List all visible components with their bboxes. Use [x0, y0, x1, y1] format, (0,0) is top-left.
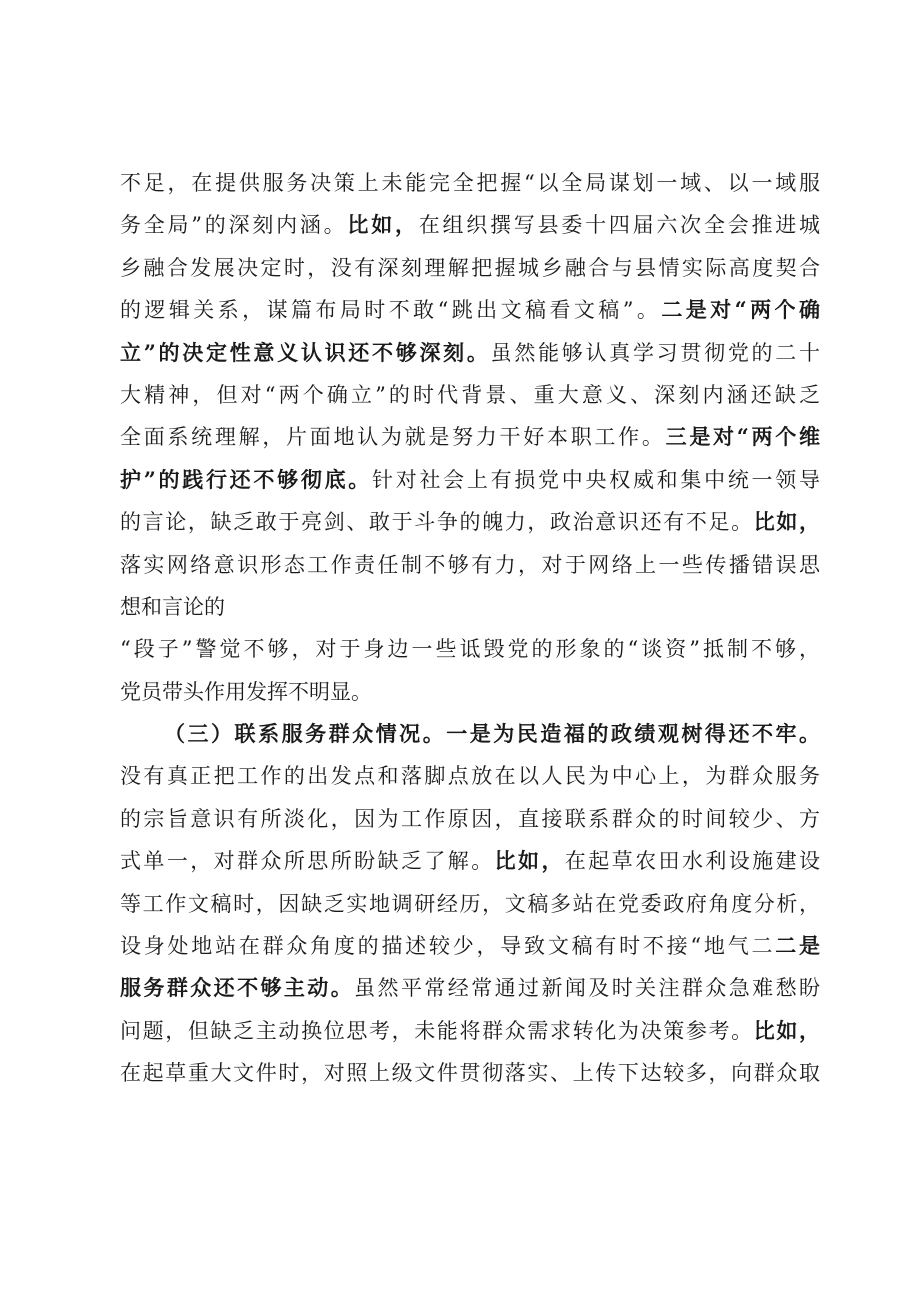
text-line [120, 544, 820, 586]
text-line [120, 586, 820, 628]
text-line [120, 883, 820, 925]
text-line [120, 628, 820, 670]
text-segment: 党员带头作用发挥不明显。 [120, 679, 372, 704]
text-line [120, 289, 820, 331]
document-body-text [120, 162, 820, 1095]
text-line [120, 332, 820, 374]
text-segment: 问题，但缺乏主动换位思考，未能将群众需求转化为决策参考。 [120, 1018, 754, 1043]
text-segment: 在组织撰写县委十四届六次全会推进城 [418, 213, 820, 238]
text-line [120, 247, 820, 289]
text-segment: 在起草农田水利设施建设 [564, 849, 820, 874]
text-segment: 针对社会上有损党中央权威和集中统一领导 [372, 467, 820, 492]
text-segment: 等工作文稿时，因缺乏实地调研经历，文稿多站在党委政府角度分析， [120, 891, 820, 916]
text-segment: 没有真正把工作的出发点和落脚点放在以人民为中心上，为群众服务 [120, 764, 820, 789]
bold-text-segment: （三）联系服务群众情况。一是为民造福的政绩观树得还不牢。 [164, 721, 820, 747]
text-segment: 的宗旨意识有所淡化，因为工作原因，直接联系群众的时间较少、方 [120, 806, 820, 831]
text-line [120, 1010, 820, 1052]
bold-text-segment: 立”的决定性意义认识还不够深刻。 [120, 339, 491, 365]
text-line [120, 416, 820, 458]
text-line [120, 501, 820, 543]
text-segment: 在起草重大文件时，对照上级文件贯彻落实、上传下达较多，向群众取 [120, 1061, 820, 1086]
text-segment: 虽然能够认真学习贯彻党的二十 [490, 340, 820, 365]
bold-text-segment: 护”的践行还不够彻底。 [120, 466, 373, 492]
bold-text-segment: 比如， [753, 509, 820, 535]
text-line [120, 1052, 820, 1094]
text-segment: 的逻辑关系，谋篇布局时不敢“跳出文稿看文稿”。 [120, 298, 662, 323]
bold-text-segment: 比如， [494, 848, 565, 874]
text-segment: 务全局”的深刻内涵。 [120, 213, 348, 238]
text-line [120, 459, 820, 501]
text-line [120, 967, 820, 1009]
text-line [120, 925, 820, 967]
text-segment: 式单一，对群众所思所盼缺乏了解。 [120, 849, 495, 874]
text-line [120, 798, 820, 840]
text-segment: 全面系统理解，片面地认为就是努力干好本职工作。 [120, 425, 666, 450]
text-line [120, 840, 820, 882]
text-segment: 的言论，缺乏敢于亮剑、敢于斗争的魄力，政治意识还有不足。 [120, 510, 754, 535]
bold-text-segment: 比如， [753, 1017, 820, 1043]
text-line [120, 204, 820, 246]
text-segment: 虽然平常经常通过新闻及时关注群众急难愁盼 [354, 976, 820, 1001]
text-segment: “段子”警觉不够，对于身边一些诋毁党的形象的“谈资”抵制不够， [120, 637, 820, 662]
bold-text-segment: 二是对“两个确 [661, 297, 820, 323]
text-line [120, 755, 820, 797]
text-line [120, 671, 820, 713]
text-segment: 大精神，但对“两个确立”的时代背景、重大意义、深刻内涵还缺乏 [120, 382, 820, 407]
text-segment: 不足，在提供服务决策上未能完全把握“以全局谋划一域、以一域服 [120, 171, 820, 195]
text-segment: 落实网络意识形态工作责任制不够有力，对于网络上一些传播错误思 [120, 552, 820, 577]
bold-text-segment: 二是 [775, 933, 820, 959]
bold-text-segment: 三是对“两个维 [665, 424, 820, 450]
text-segment: 想和言论的 [120, 594, 225, 619]
text-segment: 设身处地站在群众角度的描述较少，导致文稿有时不接“地气二 [120, 934, 776, 959]
bold-text-segment: 比如， [347, 212, 419, 238]
text-line [120, 374, 820, 416]
text-line [120, 162, 820, 204]
text-line [120, 713, 820, 755]
bold-text-segment: 服务群众还不够主动。 [120, 975, 355, 1001]
text-segment: 乡融合发展决定时，没有深刻理解把握城乡融合与县情实际高度契合 [120, 255, 820, 280]
